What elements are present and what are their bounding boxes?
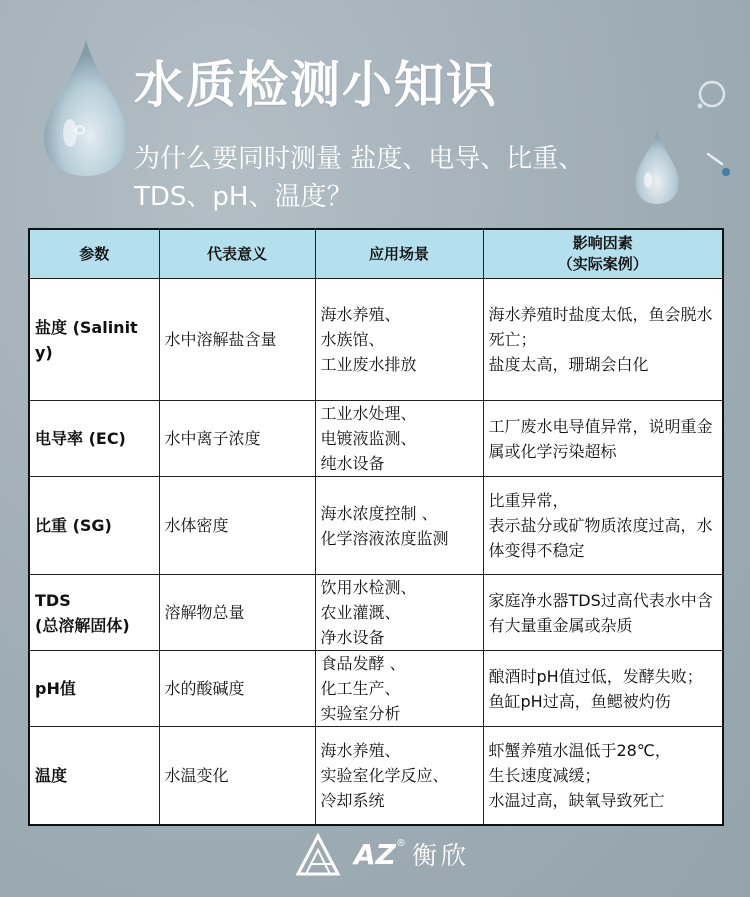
- column-header-scenario: 应用场景: [315, 229, 483, 279]
- meaning-cell: 水温变化: [159, 727, 315, 825]
- table-header-row: [29, 229, 723, 279]
- factors-cell: 虾蟹养殖水温低于28℃， 生长速度减缓； 水温过高，缺氧导致死亡: [483, 727, 723, 825]
- scenario-cell: 食品发酵 、 化工生产、 实验室分析: [315, 651, 483, 727]
- factors-cell: 家庭净水器TDS过高代表水中含有大量重金属或杂质: [483, 575, 723, 651]
- meaning-cell: 水中离子浓度: [159, 401, 315, 477]
- column-header-meaning: 代表意义: [159, 229, 315, 279]
- factors-cell: 酿酒时pH值过低，发酵失败；鱼缸pH过高，鱼鳃被灼伤: [483, 651, 723, 727]
- param-cell: pH值: [29, 651, 159, 727]
- factors-cell: 海水养殖时盐度太低，鱼会脱水死亡； 盐度太高，珊瑚会白化: [483, 279, 723, 401]
- param-cell: 盐度 (Salinity): [29, 279, 159, 401]
- ring-decoration-icon: [692, 72, 732, 112]
- water-drop-icon: [632, 128, 682, 206]
- column-header-param: 参数: [29, 229, 159, 279]
- scenario-cell: 海水养殖、 实验室化学反应、 冷却系统: [315, 727, 483, 825]
- scenario-cell: 海水养殖、 水族馆、 工业废水排放: [315, 279, 483, 401]
- param-cell: 比重 (SG): [29, 477, 159, 575]
- scenario-cell: 饮用水检测、 农业灌溉、 净水设备: [315, 575, 483, 651]
- water-drop-icon: [40, 38, 132, 178]
- registered-mark: ®: [395, 838, 406, 849]
- param-cell: 温度: [29, 727, 159, 825]
- table-row: [29, 727, 723, 825]
- factors-cell: 比重异常， 表示盐分或矿物质浓度过高，水体变得不稳定: [483, 477, 723, 575]
- table-row: [29, 279, 723, 401]
- page-title: 水质检测小知识: [134, 56, 498, 114]
- factors-cell: 工厂废水电导值异常，说明重金属或化学污染超标: [483, 401, 723, 477]
- meaning-cell: 水的酸碱度: [159, 651, 315, 727]
- table-row: [29, 651, 723, 727]
- az-logo-icon: [294, 832, 350, 876]
- table-row: [29, 575, 723, 651]
- water-quality-table: [28, 228, 724, 826]
- param-cell: 电导率 (EC): [29, 401, 159, 477]
- page-subtitle: 为什么要同时测量 盐度、电导、比重、TDS、pH、温度？: [134, 144, 585, 212]
- logo-wordmark: AZ: [354, 837, 396, 871]
- meaning-cell: 水体密度: [159, 477, 315, 575]
- scenario-cell: 工业水处理、 电镀液监测、 纯水设备: [315, 401, 483, 477]
- meaning-cell: 水中溶解盐含量: [159, 279, 315, 401]
- column-header-factors: 影响因素 （实际案例）: [483, 229, 723, 279]
- param-cell: TDS (总溶解固体): [29, 575, 159, 651]
- splash-icon: [704, 150, 734, 180]
- scenario-cell: 海水浓度控制 、 化学溶液浓度监测: [315, 477, 483, 575]
- brand-logo: [294, 832, 470, 876]
- meaning-cell: 溶解物总量: [159, 575, 315, 651]
- logo-brand-name: 衡欣: [411, 841, 470, 870]
- table-row: [29, 477, 723, 575]
- table-row: [29, 401, 723, 477]
